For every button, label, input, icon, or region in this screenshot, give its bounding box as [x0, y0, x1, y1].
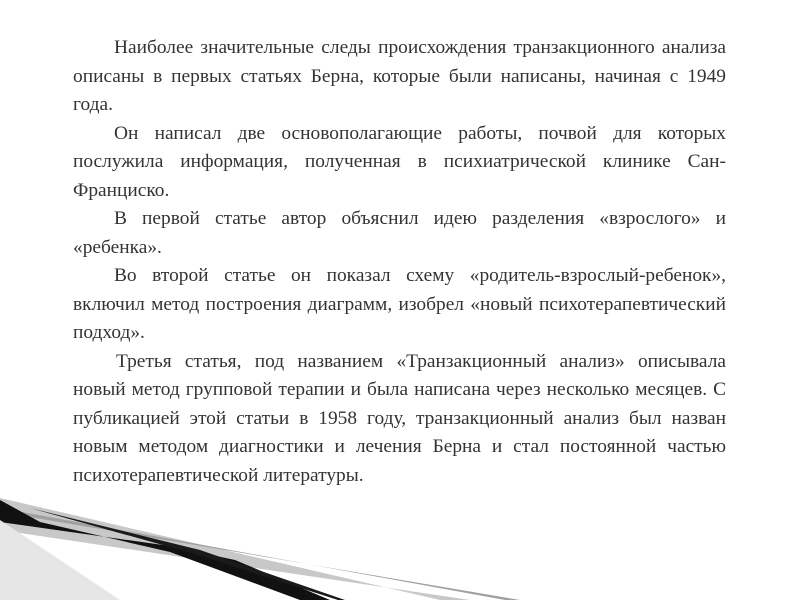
paragraph-two-works: Он написал две основополагающие работы, почвой для которых послужила информация, полученная в психиатрической клинике Сан-Франциско. [73, 122, 726, 201]
paragraph-origins: Наиболее значительные следы происхождения транзакционного анализа описаны в первых статьях Берна, которые были написаны, начиная с 1949 года. [73, 37, 726, 115]
paragraph-third-article: Третья статья, под названием «Транзакционный анализ» описывала новый метод групповой терапии и была написана через несколько месяцев. С публикацией этой статьи в 1958 году, транзакционный анализ был назван новым методом диагностики и лечения Берна и стал постоянной частью психотерапевтической литературы. [73, 350, 726, 486]
paragraph-first-article: В первой статье автор объяснил идею разделения «взрослого» и «ребенка». [73, 208, 726, 258]
paragraph-second-article: Во второй статье он показал схему «родитель-взрослый-ребенок», включил метод построения диаграмм, изобрел «новый психотерапевтический подход». [73, 265, 726, 343]
